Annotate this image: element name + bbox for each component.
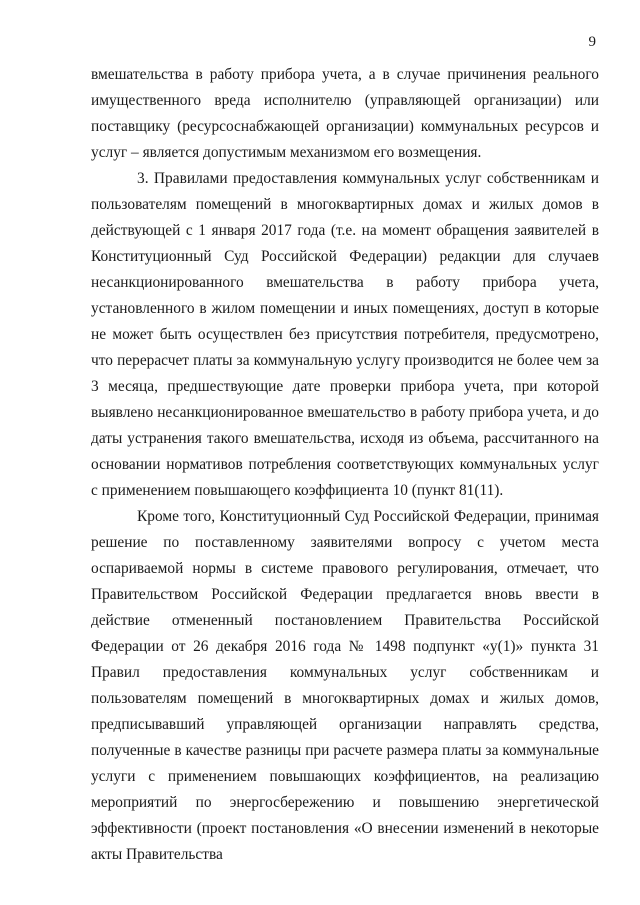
paragraph-continuation: вмешательства в работу прибора учета, а в случае причинения реального имущественного вреда исполнителю (управляющей организации) или поставщику (ресурсоснабжающей организации) коммунальных ресурсов и услуг – является допустимым механизмом его возмещения.	[91, 66, 599, 161]
page-number: 9	[588, 34, 596, 50]
paragraph-item-3: 3. Правилами предоставления коммунальных услуг собственникам и пользователям помещений в многоквартирных домах и жилых домов в действующей с 1 января 2017 года (т.е. на момент обращения заявителей в Конституционный Суд Российской Федерации) редакции для случаев несанкционированного вмешательства в работу прибора учета, установленного в жилом помещении и иных помещениях, доступ в которые не может быть осуществлен без присутствия потребителя, предусмотрено, что перерасчет платы за коммунальную услугу производится не более чем за 3 месяца, предшествующие дате проверки прибора учета, при которой выявлено несанкционированное вмешательство в работу прибора учета, и до даты устранения такого вмешательства, исходя из объема, рассчитанного на основании нормативов потребления соответствующих коммунальных услуг с применением повышающего коэффициента 10 (пункт 81(11).	[91, 170, 599, 499]
paragraph-furthermore: Кроме того, Конституционный Суд Российской Федерации, принимая решение по поставленному заявителями вопросу с учетом места оспариваемой нормы в системе правового регулирования, отмечает, что Правительством Российской Федерации предлагается вновь ввести в действие отмененный постановлением Правительства Российской Федерации от 26 декабря 2016 года № 1498 подпункт «у(1)» пункта 31 Правил предоставления коммунальных услуг собственникам и пользователям помещений в многоквартирных домах и жилых домов, предписывавший управляющей организации направлять средства, полученные в качестве разницы при расчете размера платы за коммунальные услуги с применением повышающих коэффициентов, на реализацию мероприятий по энергосбережению и повышению энергетической эффективности (проект постановления «О внесении изменений в некоторые акты Правительства	[91, 508, 599, 863]
document-body	[91, 62, 599, 868]
